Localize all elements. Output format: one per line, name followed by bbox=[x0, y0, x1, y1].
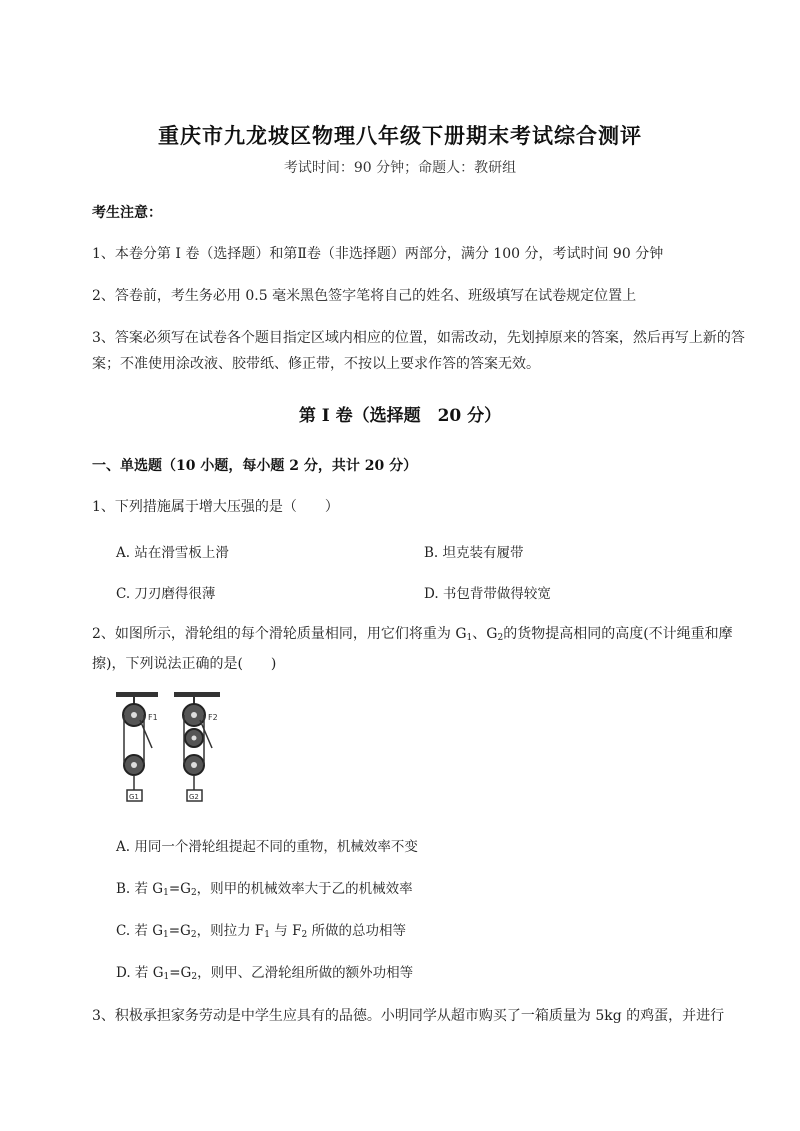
label-g2: G2 bbox=[189, 793, 199, 801]
notice-item-2: 2、答卷前，考生务必用 0.5 毫米黑色签字笔将自己的姓名、班级填写在试卷规定位置上 bbox=[92, 288, 637, 304]
notice-item-1: 1、本卷分第 I 卷（选择题）和第Ⅱ卷（非选择题）两部分，满分 100 分，考试时间 90 分钟 bbox=[92, 246, 664, 262]
page-title: 重庆市九龙坡区物理八年级下册期末考试综合测评 bbox=[158, 123, 642, 148]
exam-info: 考试时间：90 分钟；命题人：教研组 bbox=[283, 160, 517, 176]
q1-option-d: D. 书包背带做得较宽 bbox=[424, 586, 551, 602]
q2-option-c: C. 若 $G_1=G_2$，则拉力 $F_1$ 与 $F_2$ 所做的总功相等 bbox=[116, 923, 406, 940]
q2-option-d: D. 若 $G_1=G_2$，则甲、乙滑轮组所做的额外功相等 bbox=[116, 965, 414, 982]
ceiling-left bbox=[116, 692, 158, 697]
ceiling-right bbox=[174, 692, 220, 697]
pulley-diagram bbox=[112, 690, 230, 812]
pulley-figure bbox=[112, 690, 230, 812]
q1-option-b: B. 坦克装有履带 bbox=[424, 545, 524, 561]
q1-option-a: A. 站在滑雪板上滑 bbox=[116, 545, 229, 561]
section-title: 第 I 卷（选择题 20 分） bbox=[298, 406, 502, 426]
part-title: 一、单选题（10 小题，每小题 2 分，共计 20 分） bbox=[92, 458, 418, 474]
question-1-stem: 1、下列措施属于增大压强的是（ ） bbox=[92, 499, 339, 515]
notice-item-3: 3、答案必须写在试卷各个题目指定区域内相应的位置，如需改动，先划掉原来的答案，然后再写上新的答案；不准使用涂改液、胶带纸、修正带，不按以上要求作答的答案无效。 bbox=[92, 330, 745, 372]
notice-heading: 考生注意： bbox=[92, 205, 162, 221]
q2-option-a: A. 用同一个滑轮组提起不同的重物，机械效率不变 bbox=[116, 839, 418, 855]
label-f1: F1 bbox=[148, 713, 158, 722]
question-2-stem: 2、如图所示，滑轮组的每个滑轮质量相同，用它们将重为 $G_1$、$G_2$的货物提高相同的高度(不计绳重和摩擦)，下列说法正确的是( ) bbox=[92, 626, 733, 672]
q2-option-b: B. 若 $G_1=G_2$，则甲的机械效率大于乙的机械效率 bbox=[116, 881, 413, 898]
label-f2: F2 bbox=[208, 713, 218, 722]
question-3-stem: 3、积极承担家务劳动是中学生应具有的品德。小明同学从超市购买了一箱质量为 5kg 的鸡蛋，并进行 bbox=[92, 1008, 725, 1024]
label-g1: G1 bbox=[129, 793, 139, 801]
q1-option-c: C. 刀刃磨得很薄 bbox=[116, 586, 216, 602]
